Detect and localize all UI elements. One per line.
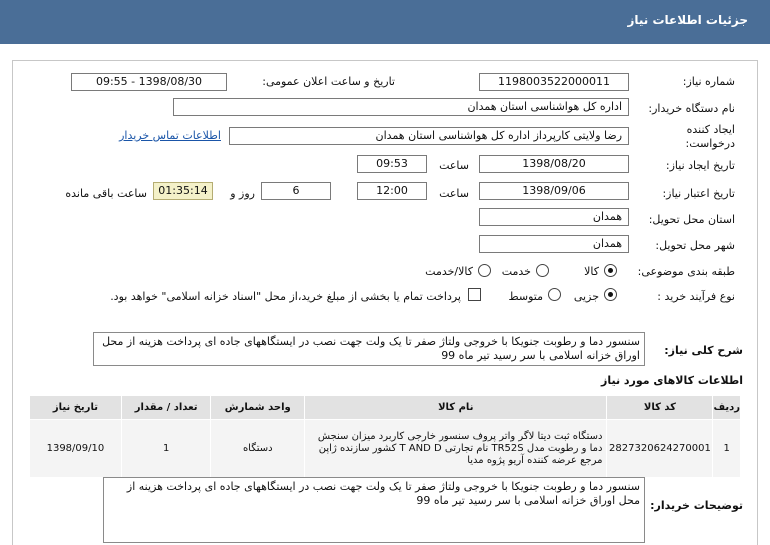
- category-option-service: خدمت: [501, 265, 531, 278]
- table-row: [30, 420, 741, 478]
- buyer-contact-link[interactable]: اطلاعات تماس خریدار: [119, 129, 221, 142]
- announce-label: تاریخ و ساعت اعلان عمومی:: [262, 75, 395, 88]
- city-label: شهر محل تحویل:: [655, 239, 735, 252]
- col-unit: واحد شمارش: [211, 396, 305, 420]
- process-label: نوع فرآیند خرید :: [657, 290, 735, 303]
- validity-time-label: ساعت: [439, 187, 469, 200]
- cell-row: 1: [713, 420, 741, 478]
- category-radio-goods-service[interactable]: [478, 264, 491, 277]
- treasury-checkbox[interactable]: [468, 288, 481, 301]
- cell-date: 1398/09/10: [30, 420, 122, 478]
- category-label: طبقه بندی موضوعی:: [637, 265, 735, 278]
- days-label: روز و: [230, 187, 255, 200]
- need-number-label: شماره نیاز:: [682, 75, 735, 88]
- category-radio-service[interactable]: [536, 264, 549, 277]
- col-date: تاریخ نیاز: [30, 396, 122, 420]
- page-title: جزئیات اطلاعات نیاز: [627, 13, 748, 27]
- summary-text: سنسور دما و رطوبت جنویکا با خروجی ولتاژ صفر تا یک ولت جهت نصب در ایستگاههای جاده ای پرداخت هزینه از محل اوراق خزانه اسلامی با سر رسید تیر ماه 99: [93, 332, 645, 366]
- announce-field[interactable]: 1398/08/30 - 09:55: [71, 73, 227, 91]
- validity-date-label: تاریخ اعتبار نیاز:: [662, 187, 735, 200]
- process-option-medium: متوسط: [508, 290, 543, 303]
- created-date-label: تاریخ ایجاد نیاز:: [665, 159, 735, 172]
- province-field[interactable]: همدان: [479, 208, 629, 226]
- process-option-minor: جزیی: [573, 290, 599, 303]
- creator-label: ایجاد کننده درخواست:: [685, 123, 735, 150]
- process-radio-medium[interactable]: [548, 288, 561, 301]
- remaining-days-field[interactable]: 6: [261, 182, 331, 200]
- cell-qty: 1: [121, 420, 211, 478]
- created-time-label: ساعت: [439, 159, 469, 172]
- category-option-goods: کالا: [584, 265, 599, 278]
- cell-code: 2827320624270001: [607, 420, 713, 478]
- city-field[interactable]: همدان: [479, 235, 629, 253]
- process-radio-minor[interactable]: [604, 288, 617, 301]
- category-option-goods-service: کالا/خدمت: [425, 265, 473, 278]
- buyer-field[interactable]: اداره کل هواشناسی استان همدان: [173, 98, 629, 116]
- cell-name: دستگاه ثبت دیتا لاگر واتر پروف سنسور خارجی کاربرد میزان سنجش دما و رطوبت مدل TR52S نام تجارتی T AND D کشور سازنده ژاپن مرجع عرضه کننده آریو پژوه مدیا: [305, 420, 607, 478]
- remaining-time-field: 01:35:14: [153, 182, 213, 200]
- details-panel: [12, 60, 758, 545]
- need-number-field[interactable]: 1198003522000011: [479, 73, 629, 91]
- remaining-time-label: ساعت باقی مانده: [65, 187, 147, 200]
- buyer-notes-text: سنسور دما و رطوبت جنویکا با خروجی ولتاژ صفر تا یک ولت جهت نصب در ایستگاههای جاده ای پرداخت هزینه از محل اوراق خزانه اسلامی با سر رسید تیر ماه 99: [103, 477, 645, 543]
- treasury-text: پرداخت تمام یا بخشی از مبلغ خرید،از محل "اسناد خزانه اسلامی" خواهد بود.: [110, 290, 461, 303]
- province-label: استان محل تحویل:: [648, 213, 735, 226]
- goods-section-title: اطلاعات کالاهای مورد نیاز: [601, 374, 743, 387]
- goods-table: [29, 395, 741, 478]
- validity-date-field[interactable]: 1398/09/06: [479, 182, 629, 200]
- page-header: [0, 0, 770, 44]
- col-qty: تعداد / مقدار: [121, 396, 211, 420]
- created-date-field[interactable]: 1398/08/20: [479, 155, 629, 173]
- creator-field[interactable]: رضا ولایتی کارپرداز اداره کل هواشناسی استان همدان: [229, 127, 629, 145]
- col-name: نام کالا: [305, 396, 607, 420]
- validity-time-field[interactable]: 12:00: [357, 182, 427, 200]
- created-time-field[interactable]: 09:53: [357, 155, 427, 173]
- col-code: کد کالا: [607, 396, 713, 420]
- col-row: ردیف: [713, 396, 741, 420]
- cell-unit: دستگاه: [211, 420, 305, 478]
- buyer-label: نام دستگاه خریدار:: [648, 102, 735, 115]
- summary-label: شرح کلی نیاز:: [664, 344, 743, 357]
- buyer-notes-label: توضیحات خریدار:: [650, 499, 743, 512]
- category-radio-goods[interactable]: [604, 264, 617, 277]
